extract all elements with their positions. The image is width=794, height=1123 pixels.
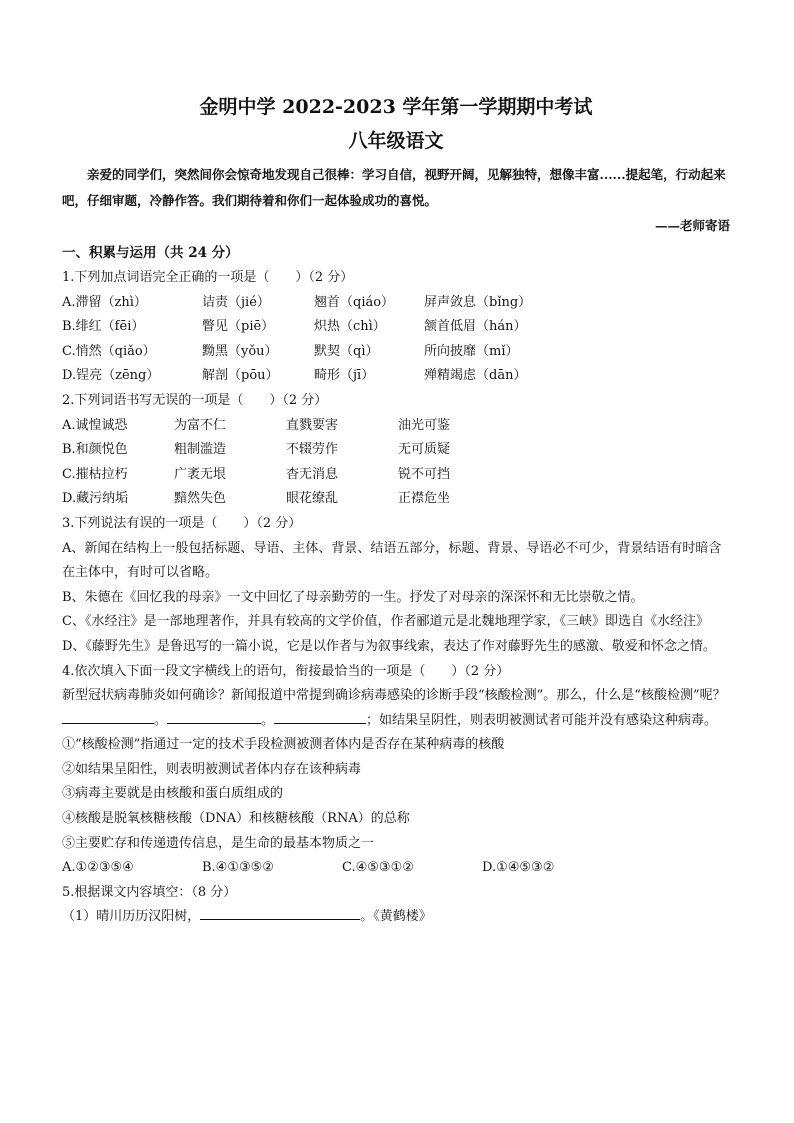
option-cell: D.藏污纳垢 <box>62 491 129 507</box>
answer-blank[interactable] <box>62 709 154 724</box>
question-4-item: ③病毒主要就是由核酸和蛋白质组成的 <box>62 786 284 802</box>
question-2-option-b <box>62 438 730 463</box>
question-3-option-c: C、《水经注》是一部地理著作，并具有较高的文学价值，作者郦道元是北魏地理学家，《三峡》即选自《水经注》 <box>62 614 709 630</box>
option-cell: A.滞留（zhì） <box>62 294 147 310</box>
option-cell: 正襟危坐 <box>398 491 451 507</box>
question-3-option-a: A、新闻在结构上一般包括标题、导语、主体、背景、结语五部分，标题、背景、导语必不可少，背景结语有时暗含在主体中，有时可以省略。 <box>62 540 722 581</box>
exam-subtitle: 八年级语文 <box>348 130 444 152</box>
option-cell: 直戮要害 <box>286 417 339 433</box>
answer-option: D.①④⑤③② <box>482 860 555 876</box>
line-prefix: （1）晴川历历汉阳树， <box>62 909 201 925</box>
option-cell: 粗制滥造 <box>174 442 227 458</box>
teacher-signature: ——老师寄语 <box>654 218 730 233</box>
exam-page <box>62 92 730 930</box>
option-cell: 屏声敛息（bǐng） <box>424 294 532 310</box>
option-cell: 眼花缭乱 <box>286 491 339 507</box>
option-cell: 翘首（qiáo） <box>314 294 395 310</box>
option-cell: C.悄然（qiǎo） <box>62 343 156 359</box>
answer-option: A.①②③⑤④ <box>62 860 134 876</box>
answer-option: C.④⑤③①② <box>342 860 414 876</box>
option-cell: 为富不仁 <box>174 417 227 433</box>
line-suffix: 。《黄鹤楼》 <box>360 909 432 925</box>
answer-option: B.④①③⑤② <box>202 860 274 876</box>
question-3-option-d: D、《藤野先生》是鲁迅写的一篇小说，它是以作者与为叙事线索，表达了作对藤野先生的感激、敬爱和怀念之情。 <box>62 638 716 654</box>
option-cell: 黯然失色 <box>174 491 227 507</box>
option-cell: A.诚惶诚恐 <box>62 417 128 433</box>
option-cell: 广袤无垠 <box>174 466 227 482</box>
option-cell: 解剖（pōu） <box>202 368 279 384</box>
question-4-item: ②如结果呈阳性，则表明被测试者体内存在该种病毒 <box>62 761 362 777</box>
option-cell: 畸形（jī） <box>314 368 375 384</box>
passage-sep: 。 <box>154 712 168 728</box>
option-cell: 所向披靡（mǐ） <box>424 343 519 359</box>
question-2-stem: 2.下列词语书写无误的一项是（ ）（2 分） <box>62 392 328 408</box>
question-3-option-b: B、朱德在《回忆我的母亲》一文中回忆了母亲勤劳的一生。抒发了对母亲的深深怀和无比崇敬之情。 <box>62 589 644 605</box>
option-cell: 无可质疑 <box>398 442 451 458</box>
option-cell: 油光可鉴 <box>398 417 451 433</box>
option-cell: 炽热（chì） <box>314 319 386 335</box>
section-heading: 一、积累与运用（共 24 分） <box>62 245 239 261</box>
option-cell: 诘责（jié） <box>202 294 270 310</box>
answer-blank[interactable] <box>274 709 366 724</box>
option-cell: 默契（qì） <box>314 343 379 359</box>
option-cell: 殚精竭虑（dān） <box>424 368 527 384</box>
teacher-message: 亲爱的同学们，突然间你会惊奇地发现自己很棒：学习自信，视野开阔，见解独特，想像丰富......提起笔，行动起来吧，仔细审题，冷静作答。我们期待着和你们一起体验成功的喜悦。 <box>62 167 726 208</box>
option-cell: 杳无消息 <box>286 466 339 482</box>
option-cell: D.锃亮（zēng） <box>62 368 160 384</box>
option-cell: 颔首低眉（hán） <box>424 319 527 335</box>
question-4-item: ④核酸是脱氧核糖核酸（DNA）和核糖核酸（RNA）的总称 <box>62 811 410 827</box>
option-cell: 不辍劳作 <box>286 442 339 458</box>
option-cell: C.摧枯拉朽 <box>62 466 128 482</box>
question-2-option-d <box>62 487 730 512</box>
passage-text: 新型冠状病毒肺炎如何确诊？新闻报道中常提到确诊病毒感染的诊断手段“核酸检测”。那么，什么是“核酸检测”呢？ <box>62 688 726 704</box>
question-2-option-c <box>62 463 730 488</box>
question-4-stem: 4.依次填入下面一段文字横线上的语句，衔接最恰当的一项是（ ）（2 分） <box>62 663 510 679</box>
question-4-item: ①“核酸检测”指通过一定的技术手段检测被测者体内是否存在某种病毒的核酸 <box>62 737 505 753</box>
question-2-option-a <box>62 414 730 439</box>
option-cell: B.和颜悦色 <box>62 442 128 458</box>
question-4-options <box>62 856 730 881</box>
option-cell: B.绯红（fēi） <box>62 319 145 335</box>
answer-blank[interactable] <box>167 709 261 724</box>
question-1-option-a <box>62 291 730 316</box>
passage-text: ；如结果呈阴性，则表明被测试者可能并没有感染这种病毒。 <box>366 712 718 728</box>
question-4-item: ⑤主要贮存和传递遗传信息，是生命的最基本物质之一 <box>62 835 375 851</box>
question-1-stem: 1.下列加点词语完全正确的一项是（ ）（2 分） <box>62 270 354 285</box>
question-1-option-b <box>62 315 730 340</box>
exam-title: 金明中学 2022-2023 学年第一学期期中考试 <box>199 96 593 118</box>
question-1-option-d <box>62 364 730 389</box>
question-3-stem: 3.下列说法有误的一项是（ ）（2 分） <box>62 515 302 531</box>
option-cell: 黝黑（yǒu） <box>202 343 278 359</box>
passage-sep: 。 <box>261 712 275 728</box>
question-4-passage <box>62 684 730 733</box>
question-5-line-1 <box>62 905 730 930</box>
option-cell: 瞥见（piē） <box>202 319 275 335</box>
question-5-stem: 5.根据课文内容填空：（8 分） <box>62 884 237 900</box>
question-1-option-c <box>62 340 730 365</box>
option-cell: 锐不可挡 <box>398 466 451 482</box>
answer-blank[interactable] <box>200 905 360 920</box>
